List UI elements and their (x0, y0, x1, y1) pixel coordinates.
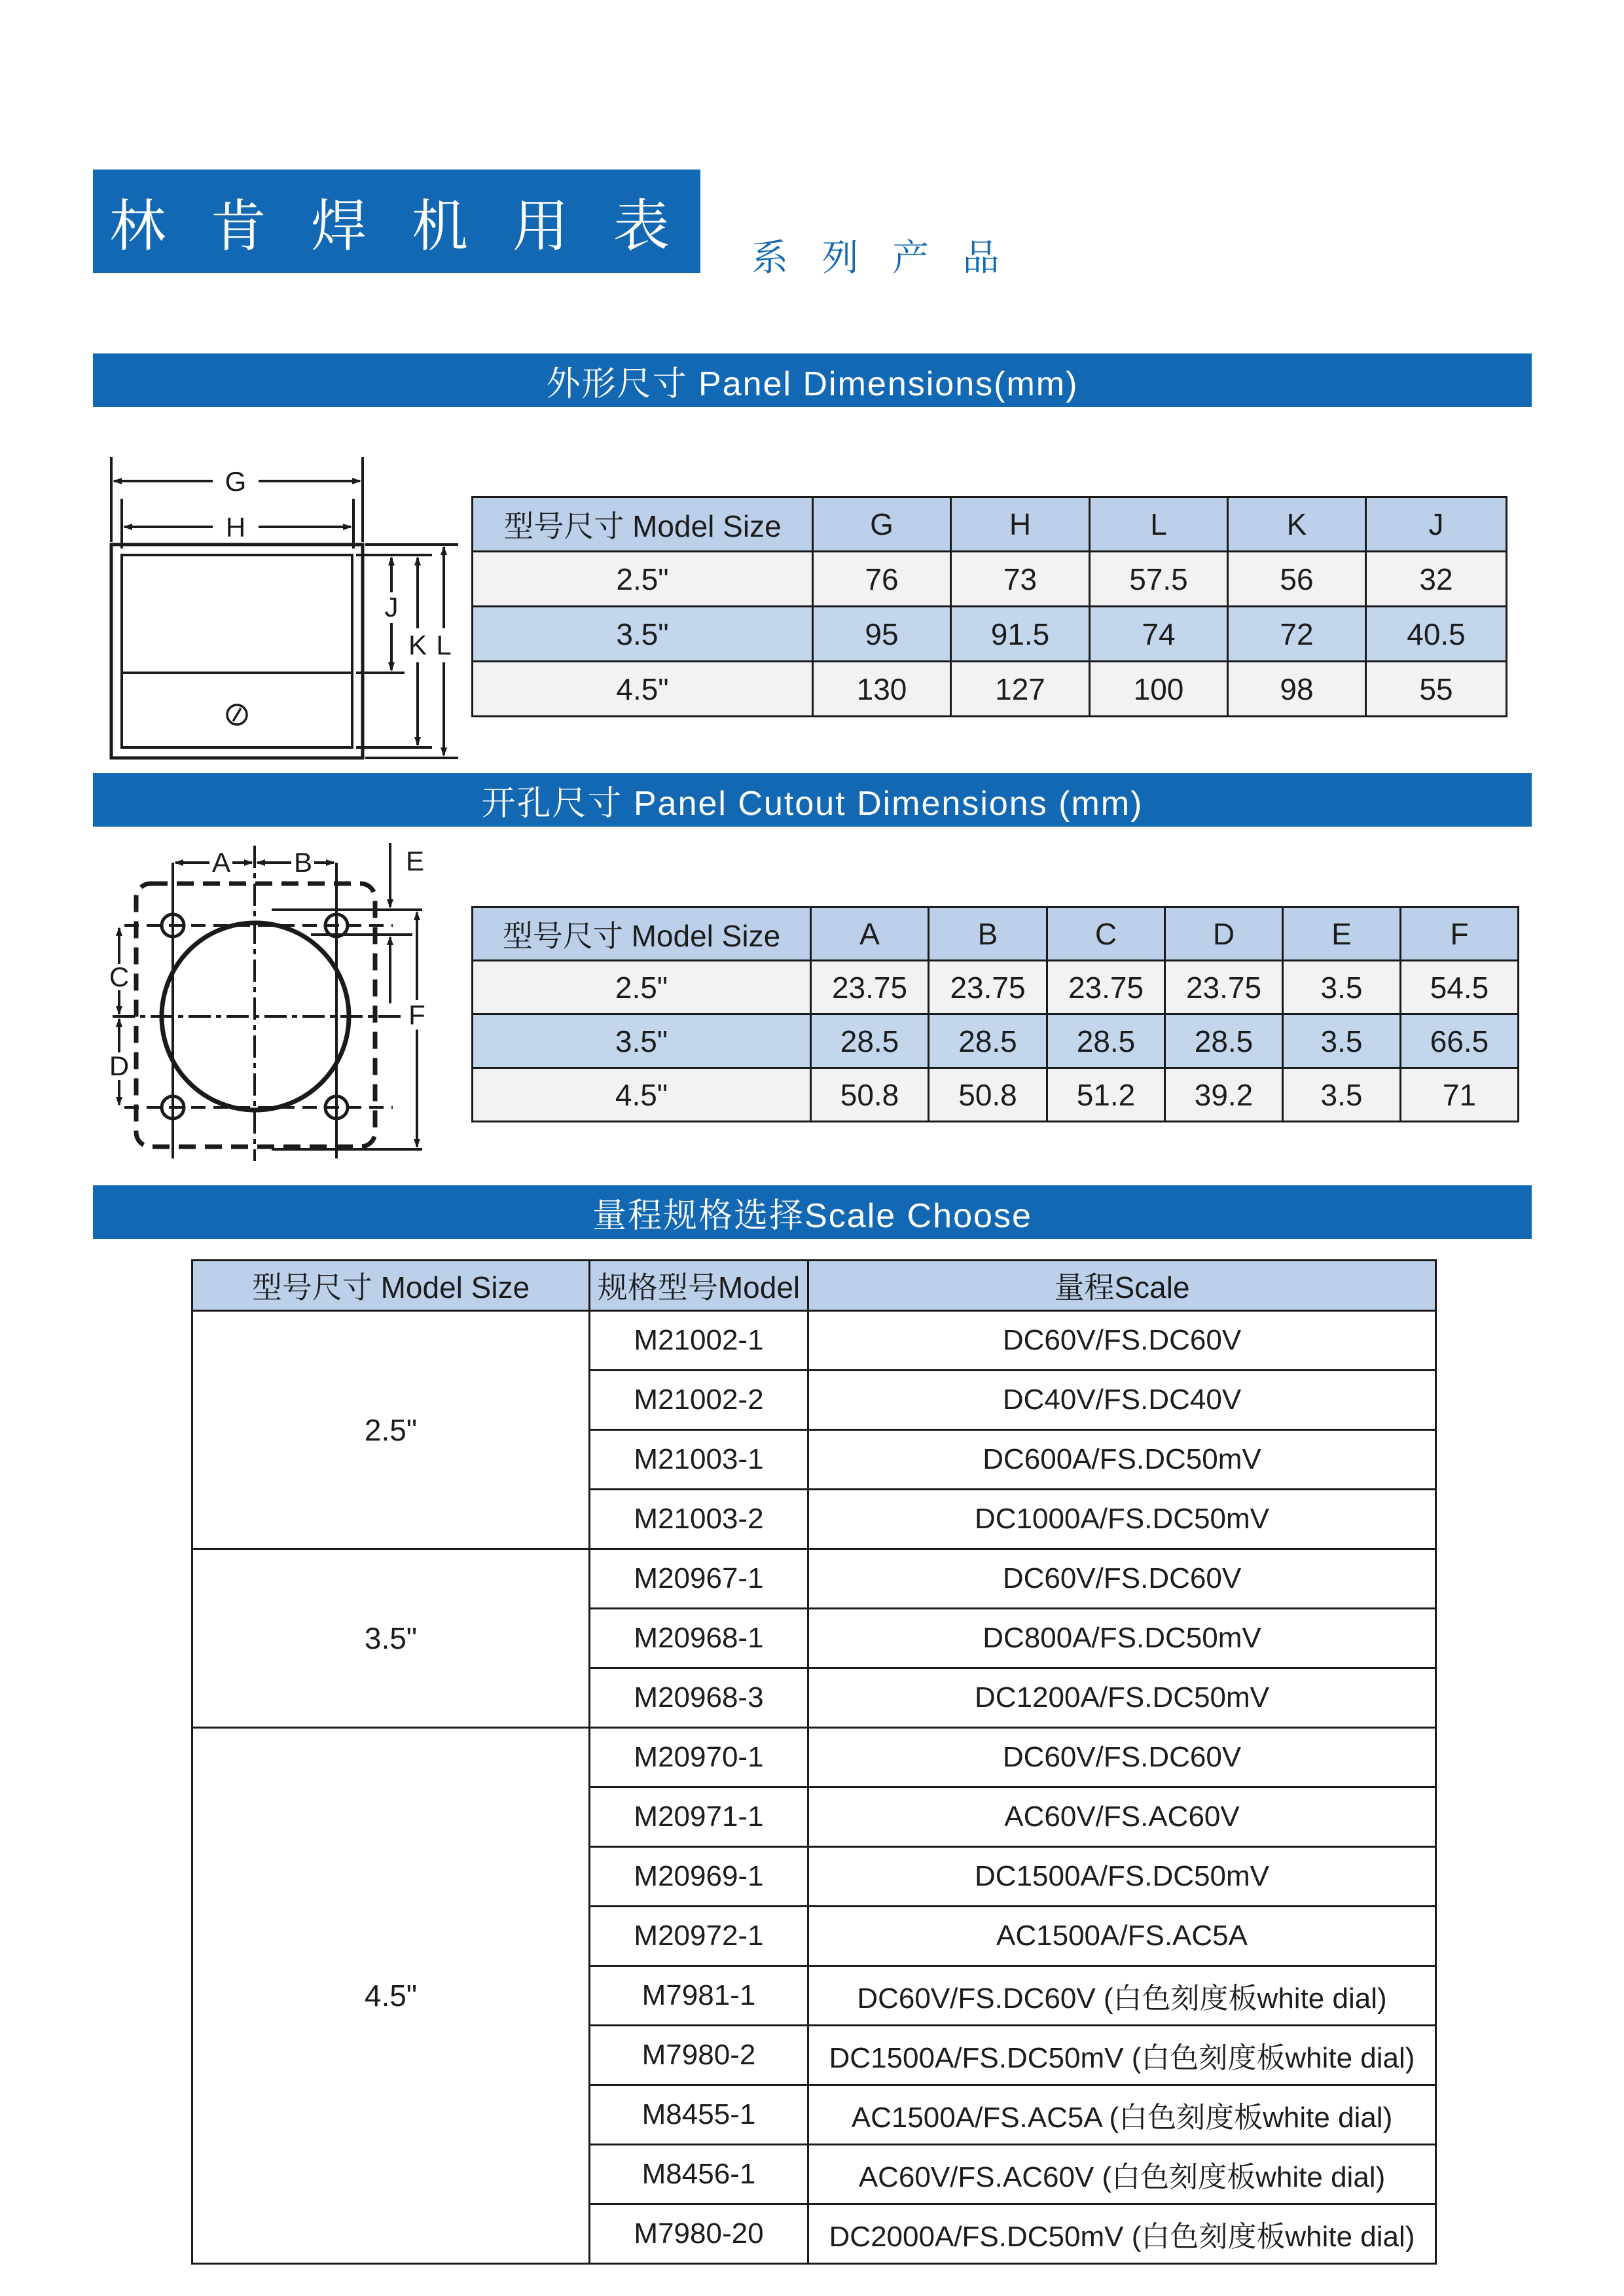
scale-cell: AC60V/FS.AC60V (白色刻度板white dial) (808, 2145, 1436, 2204)
model-cell: M7981-1 (590, 1966, 808, 2026)
header-cell: K (1228, 497, 1366, 552)
model-cell: M21003-2 (590, 1490, 808, 1549)
cell: 95 (813, 607, 951, 662)
dim-label-K: K (408, 630, 427, 660)
scale-cell: DC1500A/FS.DC50mV (808, 1847, 1436, 1907)
model-cell: M8455-1 (590, 2085, 808, 2145)
section-heading-text: 外形尺寸 Panel Dimensions(mm) (546, 365, 1079, 403)
model-cell: M7980-2 (590, 2026, 808, 2085)
model-size-cell: 4.5" (192, 1728, 590, 2264)
header-cell: H (951, 497, 1090, 552)
cell: 23.75 (1165, 961, 1283, 1014)
dim-label-J: J (384, 592, 399, 622)
cell: 40.5 (1366, 607, 1507, 662)
table-row (473, 1014, 1519, 1068)
cell: 3.5" (473, 607, 813, 662)
section-heading-text: 开孔尺寸 Panel Cutout Dimensions (mm) (481, 784, 1144, 823)
cell: 28.5 (929, 1014, 1047, 1068)
cell: 56 (1228, 552, 1366, 607)
cell: 3.5 (1283, 1014, 1401, 1068)
cell: 130 (813, 662, 951, 717)
header-row (473, 497, 1507, 552)
header-cell: E (1283, 907, 1401, 961)
header-cell: C (1047, 907, 1165, 961)
page-title-banner (93, 170, 700, 273)
cell: 50.8 (811, 1068, 929, 1122)
header-cell: J (1366, 497, 1507, 552)
table-row (473, 662, 1507, 717)
header-cell: 型号尺寸 Model Size (473, 497, 813, 552)
table-row (192, 1311, 1436, 1371)
dim-label-L: L (436, 630, 452, 660)
cell: 50.8 (929, 1068, 1047, 1122)
model-cell: M20968-1 (590, 1609, 808, 1668)
cell: 23.75 (811, 961, 929, 1014)
cell: 71 (1401, 1068, 1519, 1122)
section-heading-cutout-dimensions (93, 773, 1532, 827)
scale-cell: DC600A/FS.DC50mV (808, 1430, 1436, 1490)
scale-cell: DC60V/FS.DC60V (808, 1728, 1436, 1787)
scale-cell: DC40V/FS.DC40V (808, 1371, 1436, 1430)
cell: 3.5 (1283, 1068, 1401, 1122)
cell: 54.5 (1401, 961, 1519, 1014)
cell: 91.5 (951, 607, 1090, 662)
dim-label-B: B (293, 847, 313, 878)
table-row (473, 1068, 1519, 1122)
cell: 28.5 (1047, 1014, 1165, 1068)
cutout-dimensions-table (471, 906, 1519, 1122)
header-cell: L (1090, 497, 1228, 552)
cell: 4.5" (473, 1068, 811, 1122)
cell: 72 (1228, 607, 1366, 662)
scale-cell: DC60V/FS.DC60V (808, 1549, 1436, 1609)
section-heading-scale-choose (93, 1185, 1532, 1239)
scale-cell: DC60V/FS.DC60V (白色刻度板white dial) (808, 1966, 1436, 2026)
scale-cell: DC1500A/FS.DC50mV (白色刻度板white dial) (808, 2026, 1436, 2085)
scale-cell: DC1200A/FS.DC50mV (808, 1668, 1436, 1728)
cell: 28.5 (811, 1014, 929, 1068)
model-size-cell: 3.5" (192, 1549, 590, 1728)
scale-choose-table (191, 1259, 1437, 2265)
cell: 73 (951, 552, 1090, 607)
header-cell: A (811, 907, 929, 961)
section-heading-panel-dimensions (93, 353, 1532, 407)
cell: 66.5 (1401, 1014, 1519, 1068)
table-row (473, 961, 1519, 1014)
table-row (473, 552, 1507, 607)
panel-dimensions-table (471, 496, 1507, 717)
cell: 2.5" (473, 961, 811, 1014)
scale-cell: DC1000A/FS.DC50mV (808, 1490, 1436, 1549)
cell: 3.5" (473, 1014, 811, 1068)
cell: 23.75 (1047, 961, 1165, 1014)
header-cell: 型号尺寸 Model Size (473, 907, 811, 961)
model-cell: M21002-1 (590, 1311, 808, 1371)
header-cell: D (1165, 907, 1283, 961)
header-cell: G (813, 497, 951, 552)
table-row (192, 1549, 1436, 1609)
cell: 127 (951, 662, 1090, 717)
model-size-cell: 2.5" (192, 1311, 590, 1549)
section-heading-text: 量程规格选择Scale Choose (592, 1196, 1032, 1235)
header-cell: B (929, 907, 1047, 961)
page-subtitle: 系 列 产 品 (751, 237, 1011, 278)
cell: 98 (1228, 662, 1366, 717)
model-cell: M21003-1 (590, 1430, 808, 1490)
dim-label-D: D (109, 1050, 130, 1081)
scale-cell: AC60V/FS.AC60V (808, 1787, 1436, 1847)
panel-dimensions-diagram (105, 445, 471, 779)
model-cell: M20971-1 (590, 1787, 808, 1847)
dim-label-G: G (225, 466, 247, 497)
scale-cell: DC60V/FS.DC60V (808, 1311, 1436, 1371)
scale-cell: AC1500A/FS.AC5A (白色刻度板white dial) (808, 2085, 1436, 2145)
cell: 4.5" (473, 662, 813, 717)
model-cell: M7980-20 (590, 2204, 808, 2264)
page-title: 林 肯 焊 机 用 表 (109, 195, 684, 258)
cell: 3.5 (1283, 961, 1401, 1014)
table-row (192, 1728, 1436, 1787)
model-cell: M21002-2 (590, 1371, 808, 1430)
model-cell: M20968-3 (590, 1668, 808, 1728)
dim-label-H: H (225, 512, 246, 543)
model-cell: M8456-1 (590, 2145, 808, 2204)
model-cell: M20967-1 (590, 1549, 808, 1609)
header-cell: F (1401, 907, 1519, 961)
dim-label-C: C (109, 961, 130, 992)
cell: 23.75 (929, 961, 1047, 1014)
cell: 55 (1366, 662, 1507, 717)
cell: 32 (1366, 552, 1507, 607)
panel-cutout-diagram (105, 836, 471, 1170)
scale-cell: DC2000A/FS.DC50mV (白色刻度板white dial) (808, 2204, 1436, 2264)
scale-cell: DC800A/FS.DC50mV (808, 1609, 1436, 1668)
header-row (192, 1261, 1436, 1311)
header-cell: 量程Scale (808, 1261, 1436, 1311)
header-cell: 型号尺寸 Model Size (192, 1261, 590, 1311)
cell: 39.2 (1165, 1068, 1283, 1122)
header-row (473, 907, 1519, 961)
cell: 28.5 (1165, 1014, 1283, 1068)
header-cell: 规格型号Model (590, 1261, 808, 1311)
table-row (473, 607, 1507, 662)
cell: 57.5 (1090, 552, 1228, 607)
dim-label-F: F (408, 999, 425, 1030)
dim-label-A: A (211, 847, 231, 878)
dim-label-E: E (406, 846, 425, 876)
model-cell: M20970-1 (590, 1728, 808, 1787)
cell: 100 (1090, 662, 1228, 717)
cell: 76 (813, 552, 951, 607)
cell: 74 (1090, 607, 1228, 662)
model-cell: M20969-1 (590, 1847, 808, 1907)
model-cell: M20972-1 (590, 1907, 808, 1966)
scale-cell: AC1500A/FS.AC5A (808, 1907, 1436, 1966)
cell: 2.5" (473, 552, 813, 607)
cell: 51.2 (1047, 1068, 1165, 1122)
